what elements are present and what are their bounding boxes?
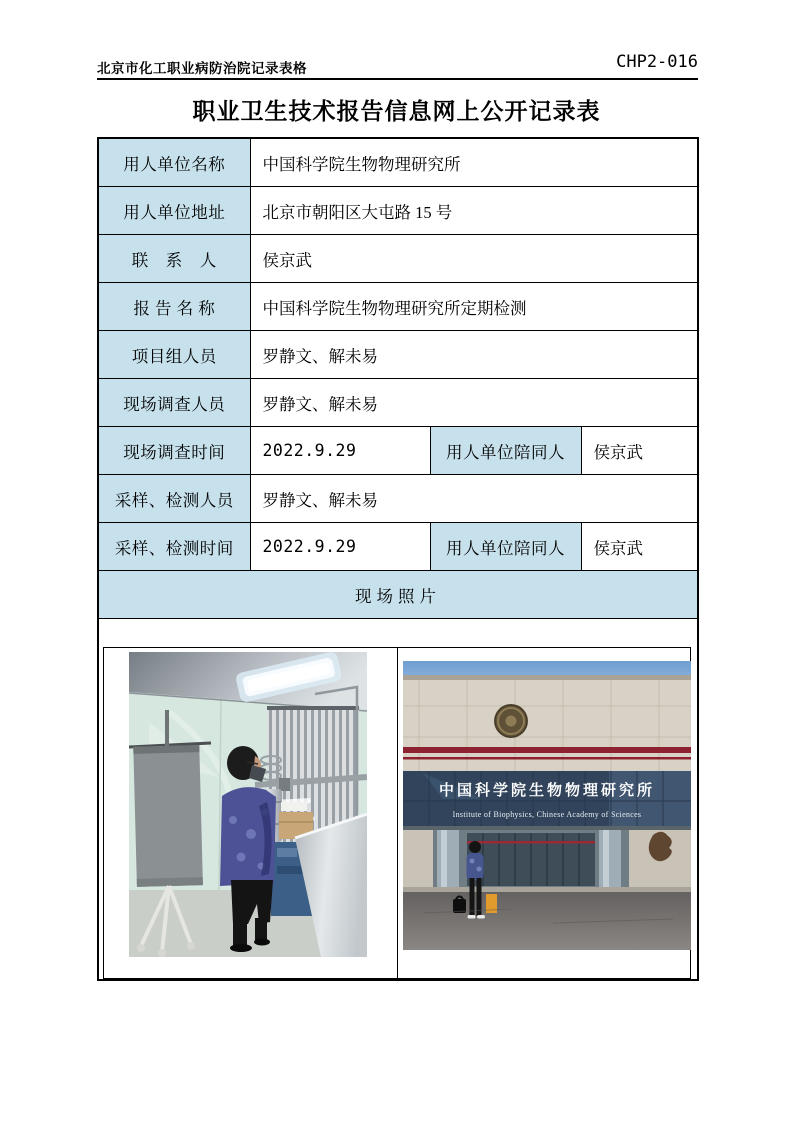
form-header-org: 北京市化工职业病防治院记录表格 (97, 61, 307, 76)
row-value: 北京市朝阳区大屯路 15 号 (250, 187, 698, 235)
photos-frame (103, 647, 691, 979)
table-row (98, 138, 698, 187)
table-row (98, 427, 698, 475)
table-row (98, 475, 698, 523)
row-value: 中国科学院生物物理研究所定期检测 (250, 283, 698, 331)
row-label: 用人单位名称 (98, 138, 250, 187)
table-row (98, 235, 698, 283)
gray-screen (133, 745, 203, 887)
site-photo-lab (129, 652, 367, 957)
row-label-escort: 用人单位陪同人 (430, 427, 581, 475)
row-value-escort: 侯京武 (581, 427, 698, 475)
row-value: 罗静文、解未易 (250, 331, 698, 379)
red-stripe (403, 747, 691, 753)
row-value-date: 2022.9.29 (250, 427, 430, 475)
form-code: CHP2-016 (616, 52, 698, 72)
photos-section-header: 现场照片 (98, 571, 698, 619)
row-label: 用人单位地址 (98, 187, 250, 235)
row-value-date: 2022.9.29 (250, 523, 430, 571)
entrance-column-left (437, 830, 459, 890)
asphalt-ground (403, 892, 691, 950)
row-value: 罗静文、解未易 (250, 475, 698, 523)
building-sign-en: Institute of Biophysics, Chinese Academy of Sciences (452, 810, 641, 819)
page-title: 职业卫生技术报告信息网上公开记录表 (192, 98, 601, 124)
table-row (98, 523, 698, 571)
cas-emblem-icon (494, 704, 528, 738)
photo-box-left (104, 648, 397, 978)
row-value: 侯京武 (250, 235, 698, 283)
table-row (98, 619, 698, 981)
site-photo-building (403, 661, 691, 950)
row-label: 联 系 人 (98, 235, 250, 283)
row-value: 罗静文、解未易 (250, 379, 698, 427)
photos-cell (98, 619, 698, 981)
record-table (97, 137, 699, 981)
row-label: 采样、检测时间 (98, 523, 250, 571)
table-row (98, 379, 698, 427)
entrance-column-right (599, 830, 621, 890)
row-label: 现场调查人员 (98, 379, 250, 427)
table-row (98, 283, 698, 331)
facade (403, 675, 691, 771)
table-row (98, 187, 698, 235)
table-row (98, 331, 698, 379)
row-value-escort: 侯京武 (581, 523, 698, 571)
row-label: 项目组人员 (98, 331, 250, 379)
table-row (98, 571, 698, 619)
row-label: 采样、检测人员 (98, 475, 250, 523)
screen-stand-pole (165, 710, 169, 746)
row-label-escort: 用人单位陪同人 (430, 523, 581, 571)
photo-box-right (397, 648, 691, 978)
building-sign-cn: 中国科学院生物物理研究所 (438, 783, 655, 799)
row-value: 中国科学院生物物理研究所 (250, 138, 698, 187)
row-label: 报 告 名 称 (98, 283, 250, 331)
header-rule (97, 78, 698, 80)
row-label: 现场调查时间 (98, 427, 250, 475)
